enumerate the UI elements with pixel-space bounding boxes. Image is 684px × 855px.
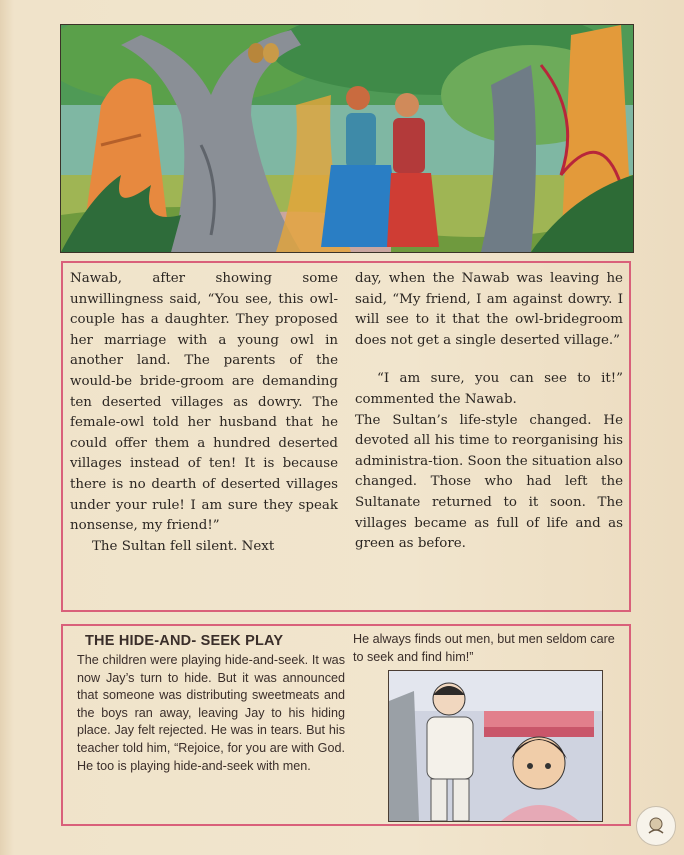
story-text-box (61, 261, 631, 612)
story-paragraph: “I am sure, you can see to it!” commented the Nawab. (355, 371, 623, 407)
story-paragraph: The Sultan fell silent. Next (92, 538, 275, 554)
story-paragraph: day, when the Nawab was leaving he said, “My friend, I am against dowry. I will see to it that the owl-bridegroom does not get a single deserted village.” (355, 271, 623, 348)
hide-and-seek-text-right: He always finds out men, but men seldom care to seek and find him!” (353, 632, 615, 664)
hide-and-seek-text-left: The children were playing hide-and-seek. It was now Jay’s turn to hide. But it was announced that someone was distributing sweetmeats and the boys ran away, leaving Jay to his hiding place. Jay felt rejected. He was in tears. But his teacher told him, “Rejoice, for you are with God. He too is playing hide-and-seek with men. (77, 653, 345, 773)
publisher-logo (636, 806, 676, 846)
story-column-right (355, 269, 623, 555)
hide-and-seek-title: THE HIDE-AND- SEEK PLAY (85, 633, 284, 649)
story-paragraph: Nawab, after showing some unwillingness said, “You see, this owl-couple has a daughter. They proposed her marriage with a young owl in another land. The parents of the would-be bride-groom are demanding ten deserted villages as dowry. The female-owl told her husband that he could offer them a hundred deserted villages instead of ten! It is because there is no dearth of deserted villages under your rule! I am sure they speak nonsense, my friend!” (70, 271, 338, 534)
teacher-boy-image (389, 671, 602, 821)
logo-icon (643, 813, 669, 839)
story-paragraph: The Sultan’s life-style changed. He devoted all his time to reorganising his administra-tion. Soon the situation also changed. Those who had left the Sultanate returned to it soon. The villages became as full of life and as green as before. (355, 412, 623, 552)
story-illustration (60, 24, 634, 253)
forest-scene-image (61, 25, 633, 252)
hide-and-seek-box (61, 624, 631, 826)
teacher-and-boy-illustration (388, 670, 603, 822)
story-column-left (70, 269, 338, 557)
